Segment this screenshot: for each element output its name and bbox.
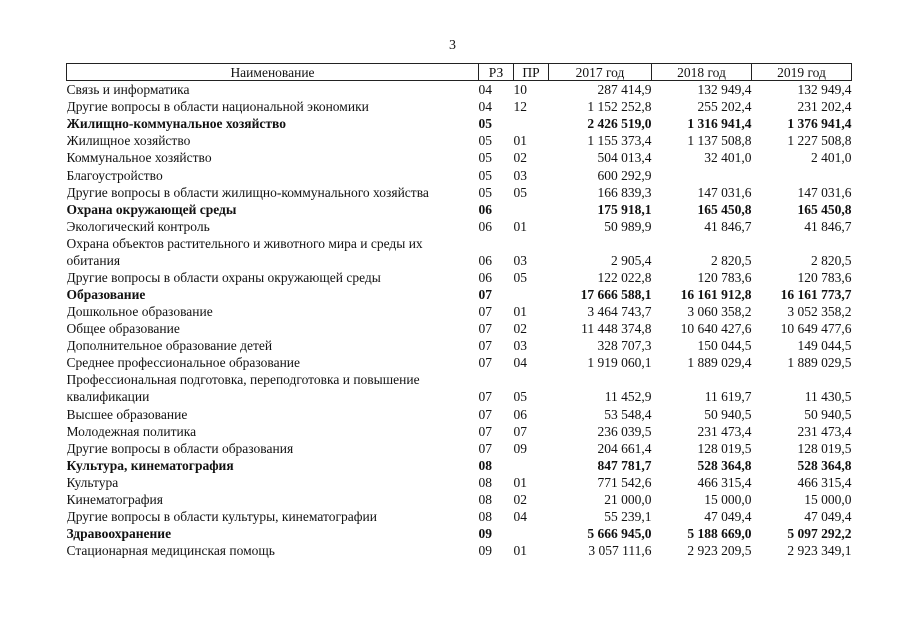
cell-y2017: 847 781,7 bbox=[597, 457, 652, 473]
cell-y2017: 236 039,5 bbox=[597, 423, 652, 439]
cell-pr: 01 bbox=[513, 218, 527, 234]
cell-y2019: 5 097 292,2 bbox=[787, 526, 852, 542]
header-2017: 2017 год bbox=[549, 64, 652, 81]
section-row bbox=[67, 286, 852, 303]
cell-pr: 07 bbox=[513, 423, 527, 439]
cell-y2018: 3 060 358,2 bbox=[687, 304, 752, 320]
cell-name: Другие вопросы в области охраны окружающей среды bbox=[66, 269, 381, 285]
cell-y2019: 165 450,8 bbox=[797, 201, 852, 217]
header-name: Наименование bbox=[67, 64, 479, 81]
section-row bbox=[67, 457, 852, 474]
cell-pr: 03 bbox=[513, 252, 527, 268]
cell-name: Дополнительное образование детей bbox=[66, 338, 273, 354]
cell-pr: 04 bbox=[513, 355, 527, 371]
cell-name: Общее образование bbox=[66, 321, 180, 337]
cell-y2018: 50 940,5 bbox=[704, 406, 752, 422]
cell-y2019: 528 364,8 bbox=[797, 457, 852, 473]
cell-y2018: 2 820,5 bbox=[711, 252, 752, 268]
cell-y2017: 287 414,9 bbox=[597, 82, 652, 98]
cell-y2019: 120 783,6 bbox=[797, 269, 852, 285]
table-row bbox=[67, 218, 852, 235]
cell-rz: 05 bbox=[478, 133, 492, 149]
cell-name: Другие вопросы в области жилищно-коммунального хозяйства bbox=[66, 184, 429, 200]
cell-y2018: 11 619,7 bbox=[704, 389, 752, 405]
section-row bbox=[67, 525, 852, 542]
cell-y2017: 204 661,4 bbox=[597, 440, 652, 456]
cell-pr: 01 bbox=[513, 543, 527, 559]
cell-y2018: 255 202,4 bbox=[697, 99, 752, 115]
cell-y2017: 11 448 374,8 bbox=[581, 321, 652, 337]
cell-pr: 01 bbox=[513, 133, 527, 149]
cell-rz: 07 bbox=[478, 406, 492, 422]
cell-name: Другие вопросы в области образования bbox=[66, 440, 294, 456]
section-row bbox=[67, 115, 852, 132]
cell-y2019: 128 019,5 bbox=[797, 440, 852, 456]
table-row bbox=[67, 132, 852, 149]
cell-name: Жилищное хозяйство bbox=[66, 133, 191, 149]
cell-rz: 07 bbox=[478, 423, 492, 439]
cell-pr: 03 bbox=[513, 338, 527, 354]
cell-name: Коммунальное хозяйство bbox=[66, 150, 212, 166]
cell-y2019: 1 889 029,5 bbox=[787, 355, 852, 371]
cell-pr bbox=[514, 457, 549, 474]
cell-rz: 07 bbox=[478, 440, 492, 456]
cell-y2017: 1 155 373,4 bbox=[587, 133, 652, 149]
cell-y2019: 132 949,4 bbox=[797, 82, 852, 98]
cell-name: Культура, кинематография bbox=[66, 457, 234, 473]
cell-rz: 07 bbox=[478, 287, 492, 303]
cell-rz: 06 bbox=[478, 252, 492, 268]
cell-y2019 bbox=[752, 166, 852, 183]
cell-rz: 08 bbox=[478, 457, 492, 473]
cell-y2018: 1 889 029,4 bbox=[687, 355, 752, 371]
cell-y2019: 2 401,0 bbox=[811, 150, 852, 166]
table-row bbox=[67, 149, 852, 166]
cell-y2019: 41 846,7 bbox=[804, 218, 852, 234]
cell-y2017: 1 919 060,1 bbox=[587, 355, 652, 371]
cell-y2018: 165 450,8 bbox=[697, 201, 752, 217]
cell-y2019: 47 049,4 bbox=[804, 509, 852, 525]
cell-y2018: 120 783,6 bbox=[697, 269, 752, 285]
cell-rz: 08 bbox=[478, 509, 492, 525]
cell-y2017: 771 542,6 bbox=[597, 474, 652, 490]
cell-rz: 06 bbox=[478, 269, 492, 285]
cell-y2019: 466 315,4 bbox=[797, 474, 852, 490]
cell-pr: 03 bbox=[513, 167, 527, 183]
cell-pr: 02 bbox=[513, 491, 527, 507]
cell-name: Другие вопросы в области национальной экономики bbox=[66, 99, 369, 115]
cell-y2018: 528 364,8 bbox=[697, 457, 752, 473]
header-2019: 2019 год bbox=[752, 64, 852, 81]
page-number: 3 bbox=[449, 38, 456, 53]
cell-name: Связь и информатика bbox=[66, 82, 190, 98]
cell-y2019: 149 044,5 bbox=[797, 338, 852, 354]
cell-name: Профессиональная подготовка, переподготовка и повышение квалификации bbox=[66, 372, 420, 405]
cell-rz: 05 bbox=[478, 150, 492, 166]
cell-pr: 01 bbox=[513, 304, 527, 320]
cell-y2019: 10 649 477,6 bbox=[780, 321, 852, 337]
cell-y2017: 166 839,3 bbox=[597, 184, 652, 200]
cell-pr: 05 bbox=[513, 184, 527, 200]
cell-pr: 06 bbox=[513, 406, 527, 422]
cell-y2017: 600 292,9 bbox=[597, 167, 652, 183]
cell-rz: 09 bbox=[478, 526, 492, 542]
cell-y2018: 128 019,5 bbox=[697, 440, 752, 456]
cell-y2018: 1 316 941,4 bbox=[687, 116, 752, 132]
table-row bbox=[67, 405, 852, 422]
cell-y2019: 147 031,6 bbox=[797, 184, 852, 200]
cell-y2019: 2 820,5 bbox=[811, 252, 852, 268]
cell-y2017: 504 013,4 bbox=[597, 150, 652, 166]
cell-y2019: 16 161 773,7 bbox=[780, 287, 852, 303]
cell-y2017: 2 905,4 bbox=[611, 252, 652, 268]
cell-y2017: 122 022,8 bbox=[597, 269, 652, 285]
cell-pr bbox=[514, 115, 549, 132]
cell-y2018: 231 473,4 bbox=[697, 423, 752, 439]
table-row bbox=[67, 303, 852, 320]
cell-y2019: 231 473,4 bbox=[797, 423, 852, 439]
cell-pr: 05 bbox=[513, 269, 527, 285]
cell-y2019: 3 052 358,2 bbox=[787, 304, 852, 320]
cell-name: Другие вопросы в области культуры, кинематографии bbox=[66, 509, 377, 525]
cell-y2018: 10 640 427,6 bbox=[680, 321, 752, 337]
table-row bbox=[67, 81, 852, 99]
cell-y2017: 3 057 111,6 bbox=[588, 543, 652, 559]
cell-name: Жилищно-коммунальное хозяйство bbox=[66, 116, 286, 132]
cell-name: Стационарная медицинская помощь bbox=[66, 543, 275, 559]
cell-y2017: 175 918,1 bbox=[597, 201, 652, 217]
cell-rz: 07 bbox=[478, 338, 492, 354]
cell-y2018: 132 949,4 bbox=[697, 82, 752, 98]
cell-name: Благоустройство bbox=[66, 167, 163, 183]
cell-y2018: 1 137 508,8 bbox=[687, 133, 752, 149]
cell-rz: 07 bbox=[478, 321, 492, 337]
table-row bbox=[67, 235, 852, 269]
cell-y2019: 50 940,5 bbox=[804, 406, 852, 422]
cell-y2018: 16 161 912,8 bbox=[680, 287, 752, 303]
header-2018: 2018 год bbox=[652, 64, 752, 81]
cell-y2018 bbox=[652, 166, 752, 183]
cell-y2017: 11 452,9 bbox=[604, 389, 652, 405]
cell-pr: 02 bbox=[513, 150, 527, 166]
table-row bbox=[67, 423, 852, 440]
cell-rz: 04 bbox=[478, 82, 492, 98]
cell-name: Кинематография bbox=[66, 491, 163, 507]
cell-y2017: 328 707,3 bbox=[597, 338, 652, 354]
cell-name: Дошкольное образование bbox=[66, 304, 213, 320]
cell-y2018: 147 031,6 bbox=[697, 184, 752, 200]
cell-y2019: 2 923 349,1 bbox=[787, 543, 852, 559]
cell-rz: 06 bbox=[478, 201, 492, 217]
cell-y2019: 11 430,5 bbox=[804, 389, 852, 405]
cell-pr: 12 bbox=[513, 99, 527, 115]
cell-y2017: 21 000,0 bbox=[604, 491, 652, 507]
cell-pr bbox=[514, 286, 549, 303]
cell-name: Образование bbox=[66, 287, 146, 303]
cell-y2017: 5 666 945,0 bbox=[587, 526, 652, 542]
cell-y2018: 2 923 209,5 bbox=[687, 543, 752, 559]
cell-rz: 04 bbox=[478, 99, 492, 115]
table-row bbox=[67, 354, 852, 371]
cell-y2018: 5 188 669,0 bbox=[687, 526, 752, 542]
cell-name: Высшее образование bbox=[66, 406, 188, 422]
cell-y2017: 17 666 588,1 bbox=[580, 287, 652, 303]
cell-name: Экологический контроль bbox=[66, 218, 210, 234]
cell-rz: 08 bbox=[478, 491, 492, 507]
cell-name: Охрана объектов растительного и животного мира и среды их обитания bbox=[66, 235, 423, 268]
cell-y2019: 231 202,4 bbox=[797, 99, 852, 115]
cell-rz: 05 bbox=[478, 116, 492, 132]
cell-name: Здравоохранение bbox=[66, 526, 172, 542]
cell-name: Культура bbox=[66, 474, 119, 490]
cell-rz: 07 bbox=[478, 355, 492, 371]
cell-y2018: 15 000,0 bbox=[704, 491, 752, 507]
cell-y2018: 150 044,5 bbox=[697, 338, 752, 354]
table-row bbox=[67, 440, 852, 457]
budget-table bbox=[66, 63, 852, 559]
table-row bbox=[67, 542, 852, 559]
cell-name: Охрана окружающей среды bbox=[66, 201, 237, 217]
cell-pr bbox=[514, 201, 549, 218]
cell-pr: 10 bbox=[513, 82, 527, 98]
cell-y2018: 41 846,7 bbox=[704, 218, 752, 234]
cell-y2017: 50 989,9 bbox=[604, 218, 652, 234]
cell-pr: 09 bbox=[513, 440, 527, 456]
table-row bbox=[67, 491, 852, 508]
cell-y2019: 1 227 508,8 bbox=[787, 133, 852, 149]
cell-rz: 07 bbox=[478, 304, 492, 320]
cell-y2019: 15 000,0 bbox=[804, 491, 852, 507]
cell-pr: 01 bbox=[513, 474, 527, 490]
cell-rz: 06 bbox=[478, 218, 492, 234]
cell-pr: 02 bbox=[513, 321, 527, 337]
cell-name: Молодежная политика bbox=[66, 423, 197, 439]
table-row bbox=[67, 320, 852, 337]
table-row bbox=[67, 269, 852, 286]
table-body bbox=[67, 81, 852, 560]
table-header-row bbox=[67, 64, 852, 81]
cell-pr: 04 bbox=[513, 509, 527, 525]
cell-y2017: 2 426 519,0 bbox=[587, 116, 652, 132]
cell-y2018: 466 315,4 bbox=[697, 474, 752, 490]
table-row bbox=[67, 184, 852, 201]
cell-rz: 09 bbox=[478, 543, 492, 559]
header-pr: ПР bbox=[514, 64, 549, 81]
section-row bbox=[67, 201, 852, 218]
cell-y2017: 55 239,1 bbox=[604, 509, 652, 525]
cell-rz: 08 bbox=[478, 474, 492, 490]
cell-y2017: 3 464 743,7 bbox=[587, 304, 652, 320]
cell-name: Среднее профессиональное образование bbox=[66, 355, 301, 371]
cell-pr bbox=[514, 525, 549, 542]
table-row bbox=[67, 166, 852, 183]
table-row bbox=[67, 98, 852, 115]
table-row bbox=[67, 337, 852, 354]
header-rz: РЗ bbox=[479, 64, 514, 81]
cell-y2017: 1 152 252,8 bbox=[587, 99, 652, 115]
cell-y2018: 32 401,0 bbox=[704, 150, 752, 166]
table-row bbox=[67, 474, 852, 491]
cell-rz: 05 bbox=[478, 184, 492, 200]
table-row bbox=[67, 371, 852, 405]
table-row bbox=[67, 508, 852, 525]
cell-y2018: 47 049,4 bbox=[704, 509, 752, 525]
cell-y2019: 1 376 941,4 bbox=[787, 116, 852, 132]
cell-rz: 05 bbox=[478, 167, 492, 183]
cell-pr: 05 bbox=[513, 389, 527, 405]
cell-rz: 07 bbox=[478, 389, 492, 405]
cell-y2017: 53 548,4 bbox=[604, 406, 652, 422]
